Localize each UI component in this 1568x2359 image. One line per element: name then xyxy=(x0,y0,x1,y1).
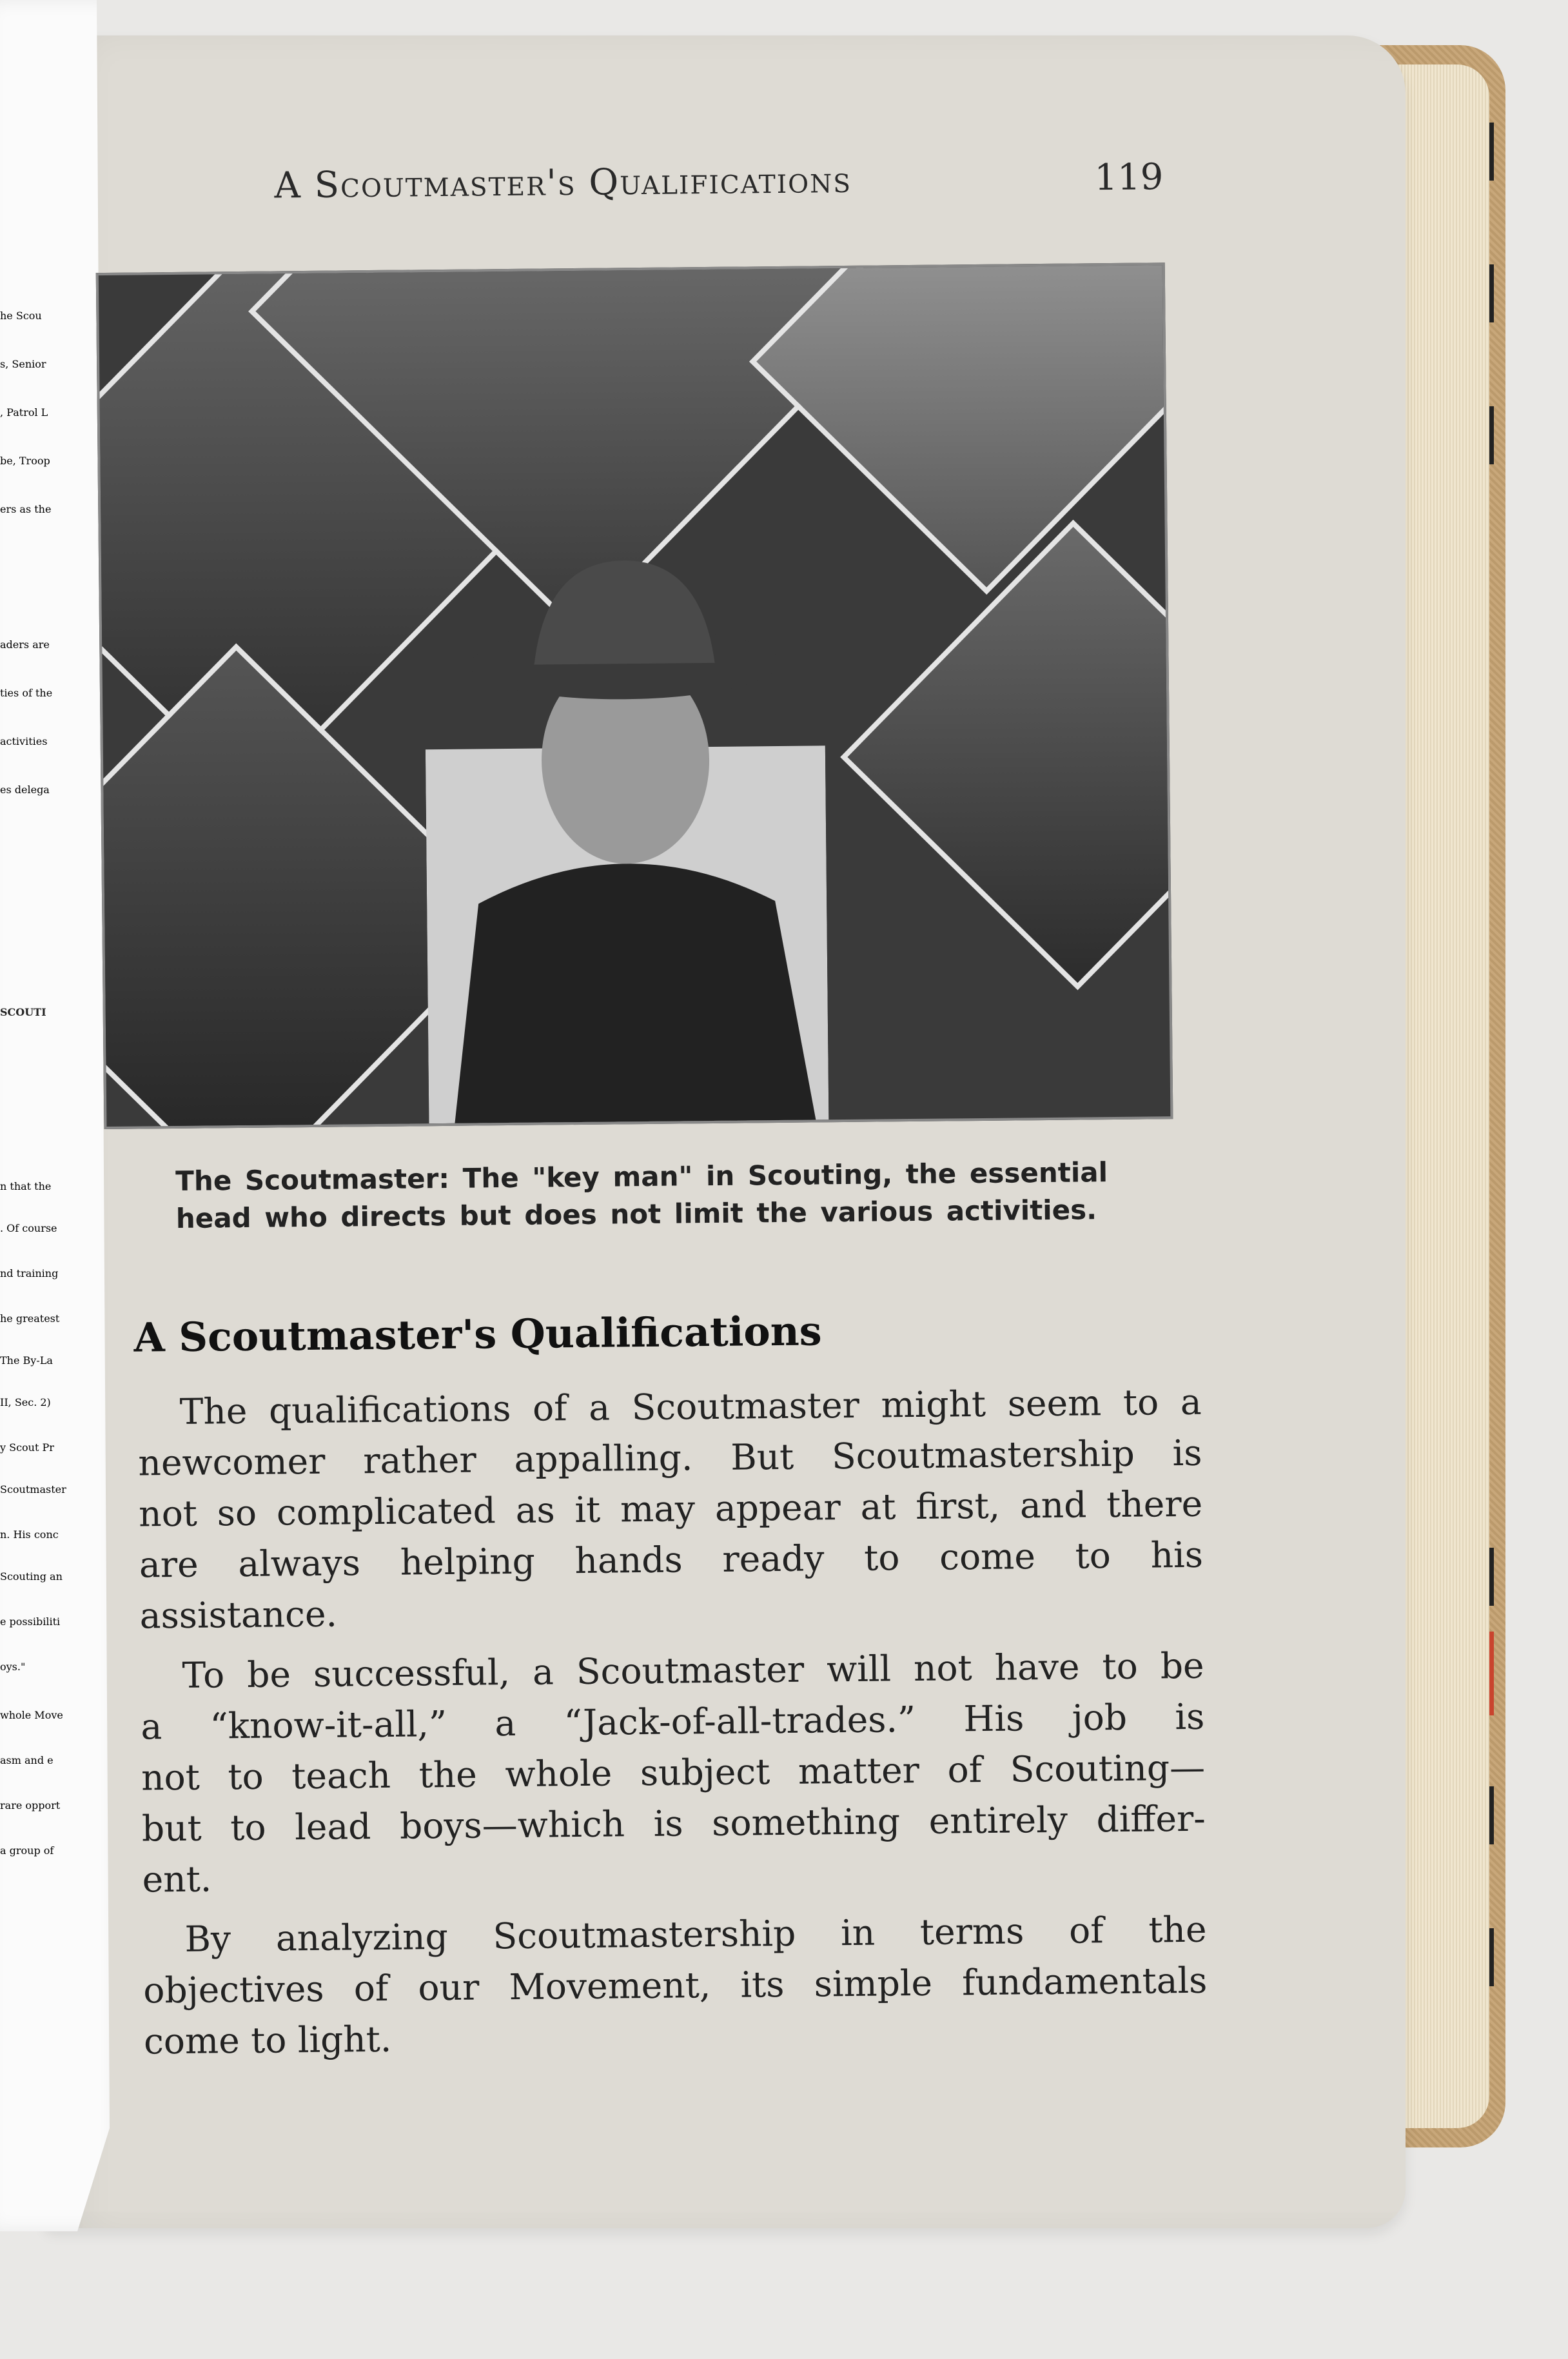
left-page-fragment: . Of course xyxy=(0,1222,57,1234)
left-page-fragment: y Scout Pr xyxy=(0,1441,54,1454)
left-page-fragment: Scoutmaster xyxy=(0,1483,66,1495)
left-page-fragment: es delega xyxy=(0,784,50,796)
left-page-fragment: rare opport xyxy=(0,1799,61,1811)
left-page-fragment: he Scou xyxy=(0,310,42,322)
body-line: ent. xyxy=(142,1858,212,1900)
running-head: A Scoutmaster's Qualifications xyxy=(274,159,852,207)
body-line: not to teach the whole subject matter of Scouting— xyxy=(141,1746,1206,1799)
left-page-fragment: n that the xyxy=(0,1180,52,1192)
left-page-fragment: activities xyxy=(0,735,48,747)
photo-caption-line: The Scoutmaster: The "key man" in Scouting, the essential xyxy=(175,1156,1108,1197)
body-line: not so complicated as it may appear at first, and there xyxy=(138,1483,1203,1535)
left-page-fragment: asm and e xyxy=(0,1754,54,1766)
body-line: come to light. xyxy=(143,2018,392,2062)
page-number: 119 xyxy=(1094,156,1164,199)
left-page-fragment: , Patrol L xyxy=(0,406,48,419)
left-page-fragment: n. His conc xyxy=(0,1528,59,1541)
left-page-fragment: Scouting an xyxy=(0,1570,63,1583)
left-page-fragment: be, Troop xyxy=(0,455,50,467)
body-line: newcomer rather appalling. But Scoutmastership is xyxy=(138,1432,1202,1484)
left-page-fragment: ers as the xyxy=(0,503,52,515)
body-line: assistance. xyxy=(139,1593,338,1637)
left-page-fragment: aders are xyxy=(0,638,50,651)
left-page-fragment: SCOUTI xyxy=(0,1006,46,1018)
photo-caption-line: head who directs but does not limit the various activities. xyxy=(175,1194,1097,1234)
photo-collage xyxy=(96,262,1173,1129)
left-page-fragment: he greatest xyxy=(0,1312,60,1325)
body-line: a “know-it-all,” a “Jack-of-all-trades.” His job is xyxy=(141,1695,1205,1748)
left-page-fragment: a group of xyxy=(0,1844,54,1857)
left-page-fragment: II, Sec. 2) xyxy=(0,1396,51,1408)
photo-tile xyxy=(840,520,1173,991)
left-page-fragment: whole Move xyxy=(0,1709,63,1721)
body-line: are always helping hands ready to come to his xyxy=(139,1534,1204,1586)
section-heading: A Scoutmaster's Qualifications xyxy=(133,1307,822,1361)
left-page-fragment: nd training xyxy=(0,1267,59,1279)
left-page-fragment: s, Senior xyxy=(0,358,46,370)
body-line: objectives of our Movement, its simple fundamentals xyxy=(143,1959,1208,2011)
left-page-fragment: oys." xyxy=(0,1661,26,1673)
body-line: but to lead boys—which is something entirely differ- xyxy=(141,1797,1206,1850)
scoutmaster-figure xyxy=(423,513,828,1123)
body-line: To be successful, a Scoutmaster will not have to be xyxy=(182,1644,1204,1696)
left-page-fragment: ties of the xyxy=(0,687,53,699)
left-page-fragment: e possibiliti xyxy=(0,1615,61,1628)
body-line: The qualifications of a Scoutmaster might seem to a xyxy=(179,1381,1202,1432)
left-page-fragment: The By-La xyxy=(0,1354,53,1367)
body-line: By analyzing Scoutmastership in terms of the xyxy=(184,1908,1207,1960)
